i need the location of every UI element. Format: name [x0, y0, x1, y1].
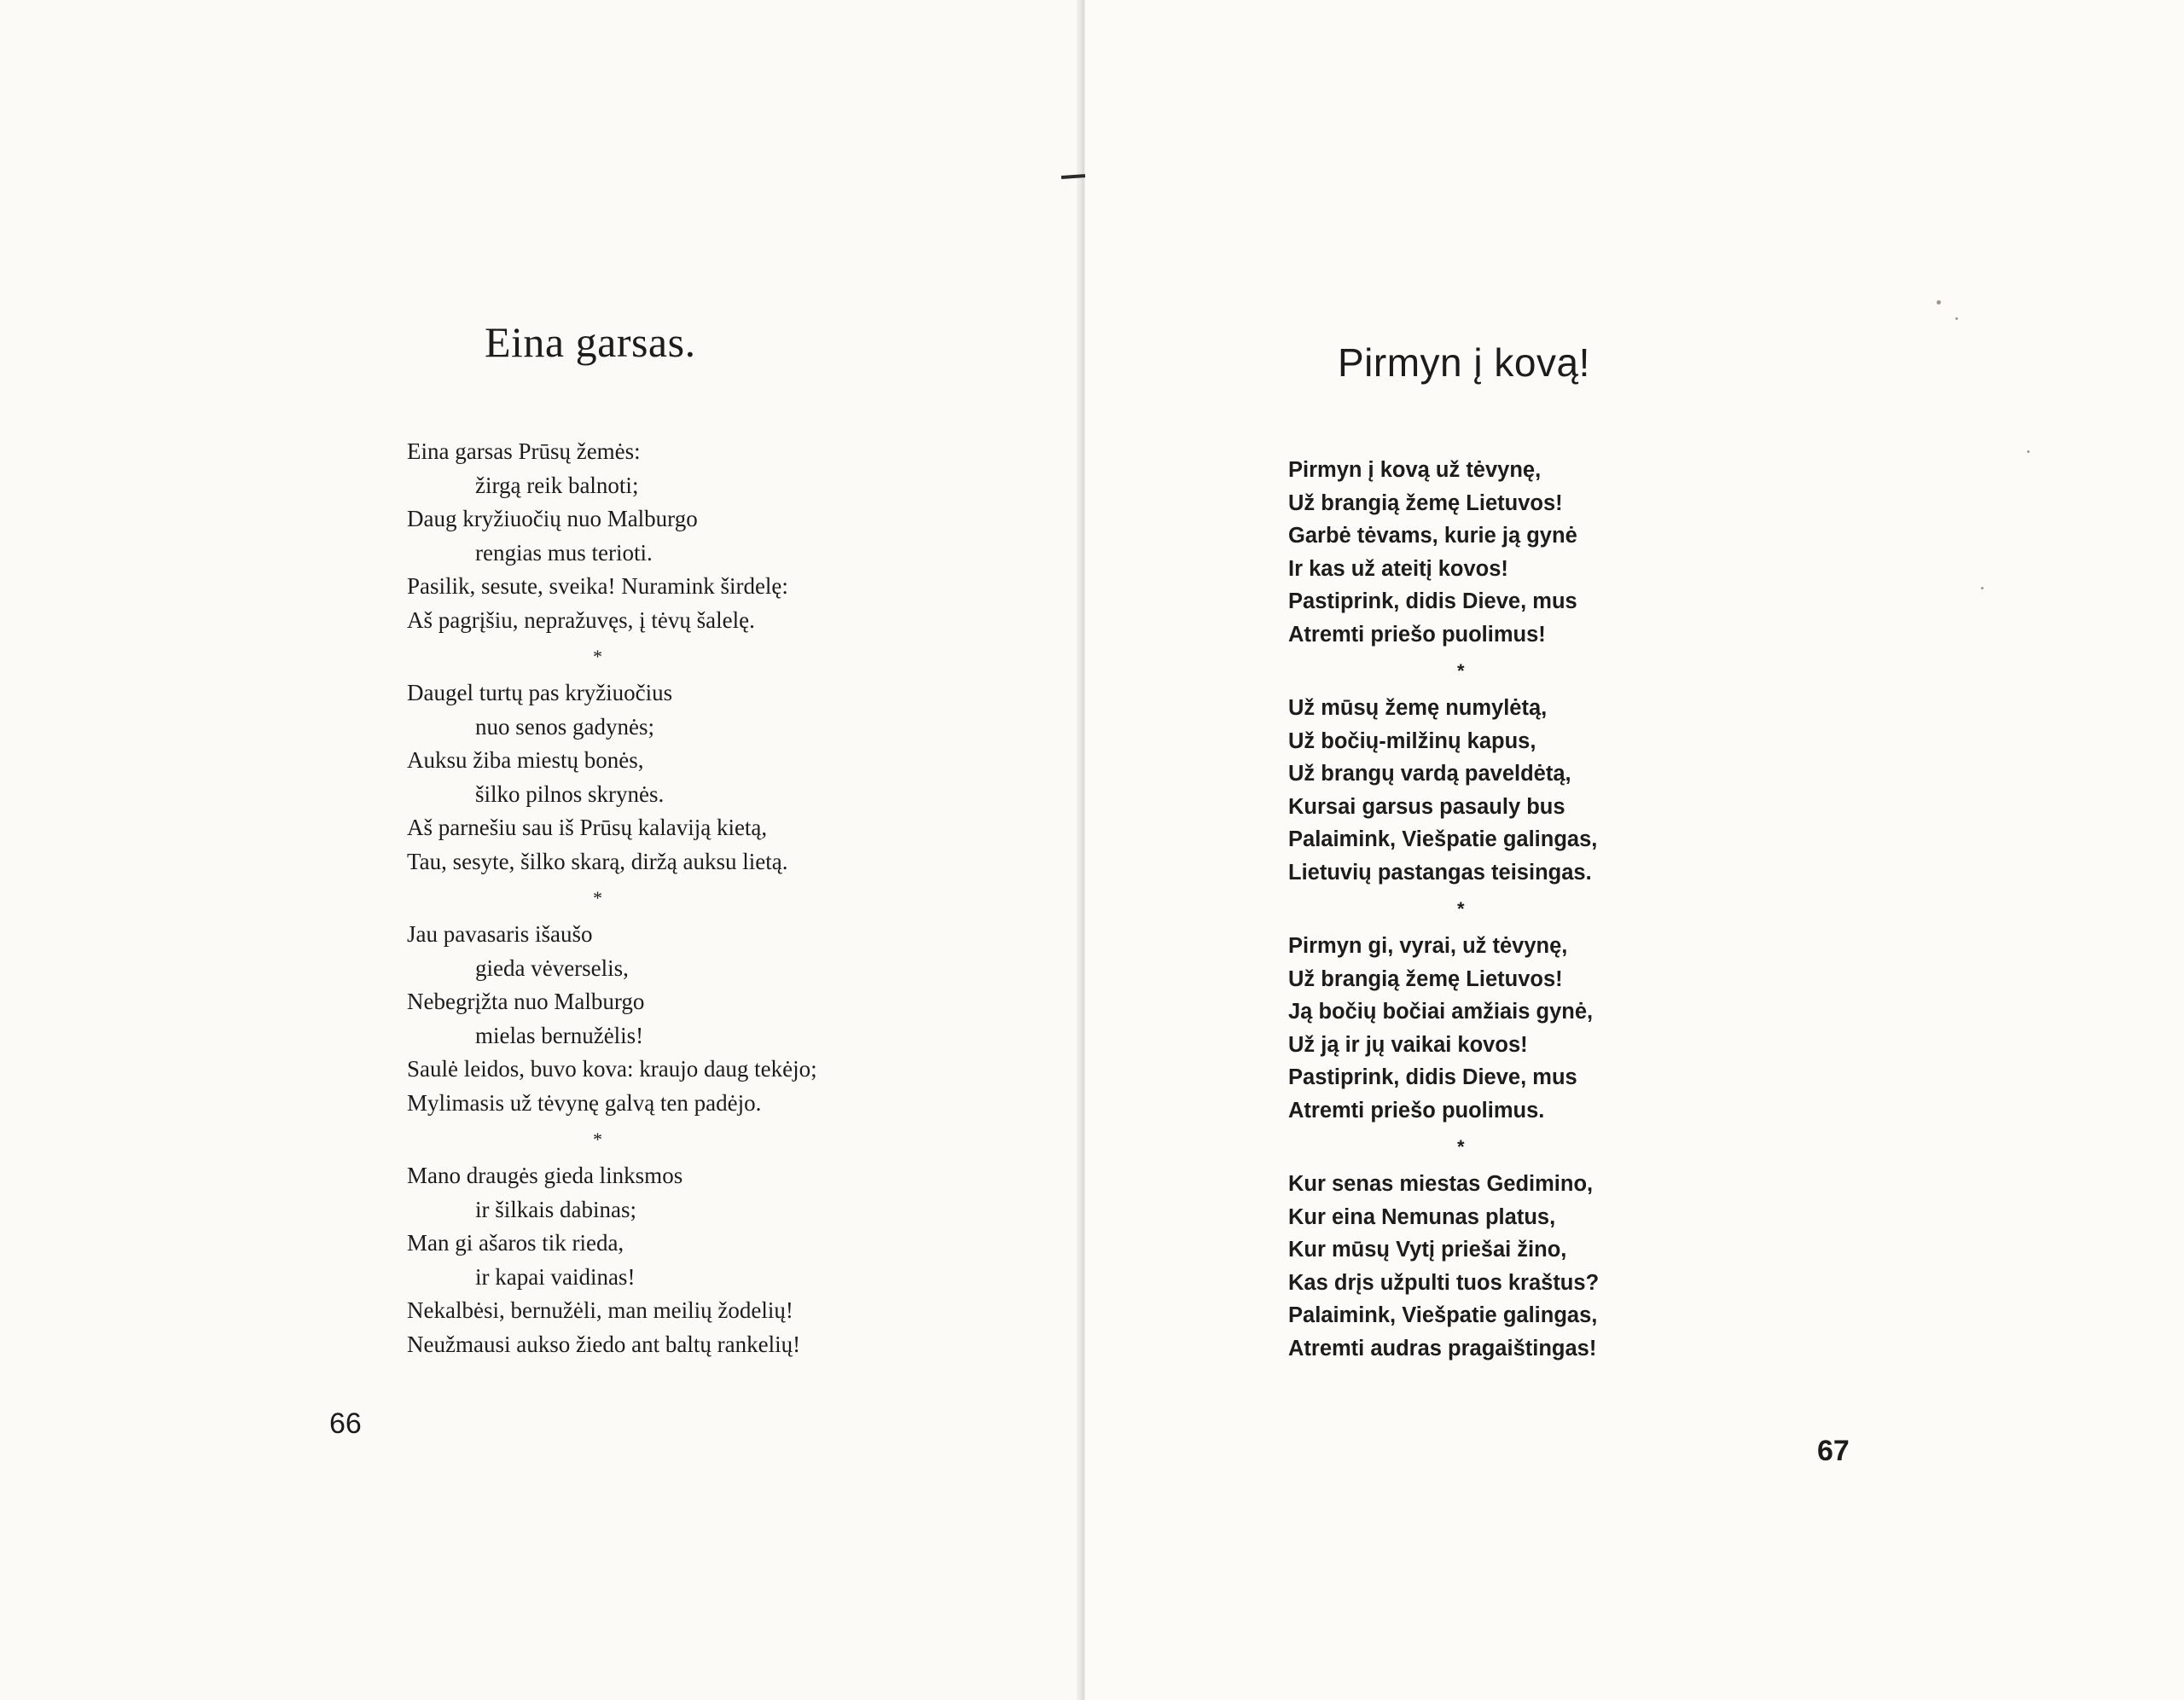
poem-line: Mylimasis už tėvynę galvą ten padėjo. [407, 1089, 762, 1116]
poem-line: mielas bernužėlis! [475, 1022, 644, 1048]
stanza-separator: * [593, 887, 602, 908]
paper-speck [1981, 587, 1984, 589]
right-poem-body [1288, 454, 1599, 1365]
poem-line: Atremti priešo puolimus! [1288, 622, 1546, 647]
poem-line: Aš pagrįšiu, nepražuvęs, į tėvų šalelę. [407, 606, 755, 633]
poem-line: žirgą reik balnoti; [475, 472, 639, 498]
stanza-separator: * [1457, 1136, 1465, 1158]
poem-line: Už ją ir jų vaikai kovos! [1288, 1032, 1528, 1057]
poem-line: Aš parnešiu sau iš Prūsų kalaviją kietą, [407, 815, 768, 840]
poem-line: Už brangų vardą paveldėtą, [1288, 762, 1571, 786]
poem-line: Jau pavasaris išaušo [407, 921, 593, 947]
stanza-separator: * [593, 1128, 602, 1150]
poem-line: Garbė tėvams, kurie ją gynė [1288, 524, 1577, 548]
left-page [0, 0, 1080, 1700]
poem-line: Eina garsas Prūsų žemės: [407, 438, 641, 464]
poem-line: Pirmyn į kovą už tėvynę, [1288, 458, 1542, 482]
stanza-separator: * [1457, 898, 1465, 920]
poem-line: Pastiprink, didis Dieve, mus [1288, 589, 1577, 613]
poem-line: gieda vėverselis, [475, 954, 629, 981]
poem-line: Ir kas už ateitį kovos! [1288, 556, 1508, 581]
poem-line: Palaimink, Viešpatie galingas, [1288, 827, 1598, 851]
paper-speck [1955, 317, 1958, 320]
paper-speck [2027, 450, 2030, 453]
poem-line: nuo senos gadynės; [475, 713, 654, 740]
poem-line: Kursai garsus pasauly bus [1288, 794, 1565, 819]
poem-line: Kur senas miestas Gedimino, [1288, 1172, 1594, 1196]
poem-line: Pastiprink, didis Dieve, mus [1288, 1065, 1577, 1089]
poem-line: Palaimink, Viešpatie galingas, [1288, 1303, 1598, 1327]
poem-line: ir kapai vaidinas! [475, 1263, 636, 1290]
poem-line: Už mūsų žemę numylėtą, [1288, 696, 1548, 720]
poem-line: Pirmyn gi, vyrai, už tėvynę, [1288, 934, 1568, 958]
poem-line: ir šilkais dabinas; [475, 1196, 636, 1222]
poem-line: Saulė leidos, buvo kova: kraujo daug tekėjo; [407, 1056, 817, 1082]
poem-line: šilko pilnos skrynės. [475, 780, 665, 807]
right-page-number: 67 [1817, 1435, 1850, 1467]
poem-line: Už brangią žemę Lietuvos! [1288, 966, 1563, 991]
right-poem-title: Pirmyn į kovą! [1338, 340, 1590, 385]
poem-line: Lietuvių pastangas teisingas. [1288, 860, 1592, 885]
poem-line: Ją bočių bočiai amžiais gynė, [1288, 1000, 1594, 1024]
poem-line: Už brangią žemę Lietuvos! [1288, 490, 1563, 515]
poem-line: Už bočių-milžinų kapus, [1288, 728, 1536, 753]
poem-line: Kas drįs užpulti tuos kraštus? [1288, 1270, 1600, 1295]
poem-line: Kur mūsų Vytį priešai žino, [1288, 1238, 1567, 1262]
poem-line: Tau, sesyte, šilko skarą, diržą auksu lietą. [407, 848, 788, 874]
stanza-separator: * [593, 646, 602, 667]
left-poem-body [407, 435, 817, 1361]
left-poem-title: Eina garsas. [485, 318, 696, 366]
poem-line: Daugel turtų pas kryžiuočius [407, 680, 673, 705]
stanza-separator: * [1457, 660, 1465, 682]
poem-line: Neužmausi aukso žiedo ant baltų rankelių! [407, 1331, 801, 1357]
poem-line: Mano draugės gieda linksmos [407, 1163, 683, 1188]
poem-line: Auksu žiba miestų bonės, [407, 747, 644, 773]
poem-line: Atremti audras pragaištingas! [1288, 1336, 1597, 1361]
poem-line: rengias mus terioti. [475, 539, 653, 566]
poem-line: Man gi ašaros tik rieda, [407, 1230, 624, 1256]
poem-line: Pasilik, sesute, sveika! Nuramink širdelę: [407, 573, 788, 599]
poem-line: Nekalbėsi, bernužėli, man meilių žodelių! [407, 1297, 793, 1323]
poem-line: Nebegrįžta nuo Malburgo [407, 989, 645, 1014]
poem-line: Kur eina Nemunas platus, [1288, 1204, 1556, 1229]
right-page [1085, 0, 2184, 1700]
paper-speck [1937, 300, 1941, 305]
poem-line: Daug kryžiuočių nuo Malburgo [407, 506, 698, 531]
poem-line: Atremti priešo puolimus. [1288, 1098, 1545, 1123]
left-page-number: 66 [329, 1407, 362, 1440]
